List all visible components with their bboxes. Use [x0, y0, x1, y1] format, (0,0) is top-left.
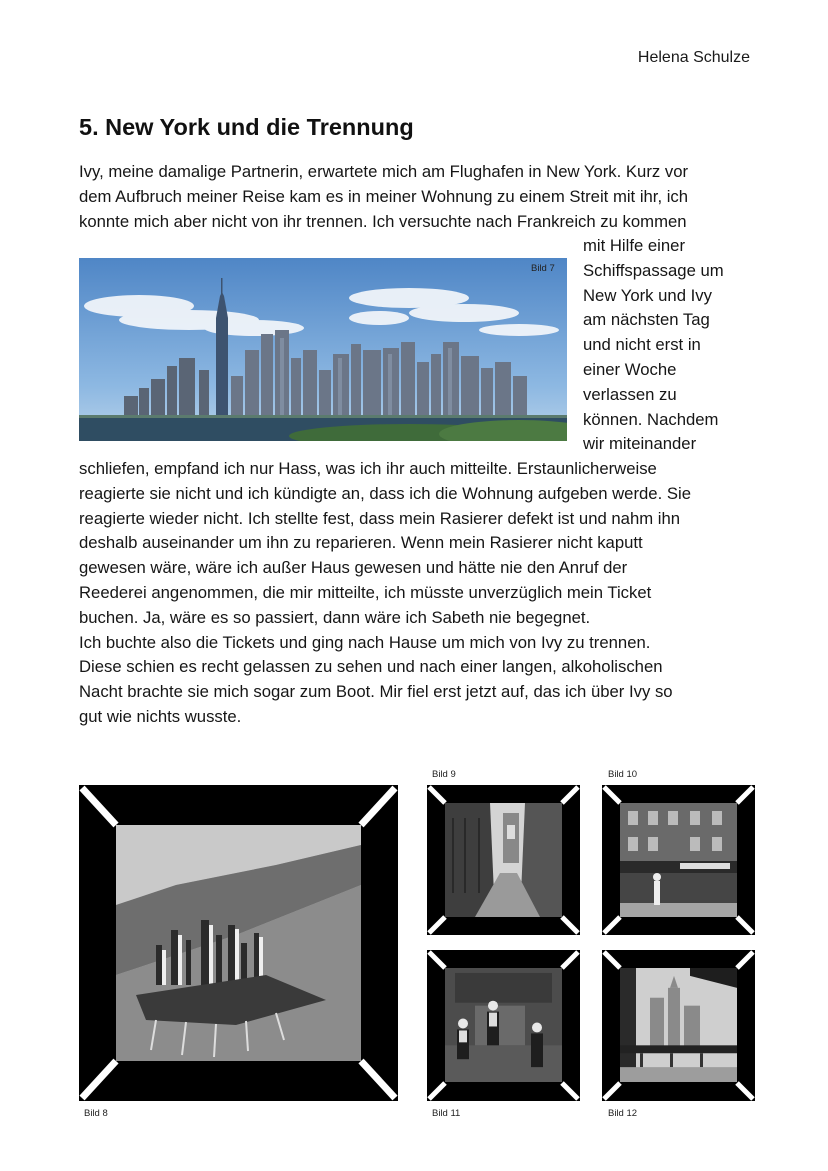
men-on-stoop-photo	[445, 968, 562, 1082]
main-paragraph	[79, 457, 691, 730]
text-line: gut wie nichts wusste.	[79, 706, 242, 726]
bild-7-skyline-photo	[79, 258, 567, 441]
section-heading: 5. New York und die Trennung	[79, 114, 414, 140]
figure-caption: Bild 11	[432, 1108, 461, 1119]
text-line: Ich buchte also die Tickets und ging nach Hause um mich von Ivy zu trennen.	[79, 632, 651, 652]
text-line: mit Hilfe einer	[583, 236, 686, 255]
text-line: Nacht brachte sie mich sogar zum Boot. Mir fiel erst jetzt auf, das ich über Ivy so	[79, 682, 673, 702]
bild-10-framed-photo	[602, 785, 755, 935]
figure-caption: Bild 9	[432, 769, 456, 780]
text-line: und nicht erst in	[583, 335, 701, 355]
bild-8-framed-photo	[79, 785, 398, 1101]
text-line: am nächsten Tag	[583, 310, 710, 330]
figure-caption: Bild 7	[531, 263, 555, 274]
text-line: deshalb auseinander um ihn zu reparieren. Wenn mein Rasierer nicht kaputt	[79, 533, 643, 553]
street-bridge-photo	[445, 803, 562, 917]
text-line: Schiffspassage um	[583, 260, 724, 280]
text-line: dem Aufbruch meiner Reise kam es in meiner Wohnung zu einem Streit mit ihr, ich	[79, 186, 689, 206]
text-line: wir miteinander	[583, 434, 697, 454]
text-line: Ivy, meine damalige Partnerin, erwartete mich am Flughafen in New York. Kurz vor	[79, 162, 689, 181]
figure-caption: Bild 8	[84, 1108, 108, 1119]
intro-paragraph	[79, 160, 688, 234]
text-line: buchen. Ja, wäre es so passiert, dann wäre ich Sabeth nie begegnet.	[79, 607, 591, 627]
text-line: Diese schien es recht gelassen zu sehen und nach einer langen, alkoholischen	[79, 657, 663, 677]
figure-caption: Bild 10	[608, 769, 638, 780]
bild-12-framed-photo	[602, 950, 755, 1101]
elevated-train-photo	[620, 968, 737, 1082]
author-name: Helena Schulze	[637, 49, 750, 66]
figure-caption: Bild 12	[608, 1108, 638, 1119]
text-line: können. Nachdem	[583, 409, 719, 429]
text-line: reagierte wieder nicht. Ich stellte fest, dass mein Rasierer defekt ist und nahm ihn	[79, 508, 681, 528]
text-line: New York und Ivy	[583, 285, 712, 305]
text-line: konnte mich aber nicht von ihr trennen. Ich versuchte nach Frankreich zu kommen	[79, 211, 687, 231]
aerial-manhattan-photo	[116, 825, 361, 1061]
text-line: Reederei angenommen, die mir mitteilte, ich müsste unverzüglich mein Ticket	[79, 582, 652, 602]
bild-11-framed-photo	[427, 950, 580, 1101]
text-line: reagierte sie nicht und ich kündigte an, dass ich die Wohnung aufgeben werde. Sie	[79, 483, 691, 503]
text-line: schliefen, empfand ich nur Hass, was ich ihr auch mitteilte. Erstaunlicherweise	[79, 459, 657, 478]
storefront-street-photo	[620, 803, 737, 917]
text-line: gewesen wäre, wäre ich außer Haus gewesen und hätte nie den Anruf der	[79, 558, 628, 578]
text-line: verlassen zu	[583, 384, 677, 404]
text-line: einer Woche	[583, 359, 677, 379]
side-paragraph	[583, 234, 724, 457]
bild-9-framed-photo	[427, 785, 580, 935]
